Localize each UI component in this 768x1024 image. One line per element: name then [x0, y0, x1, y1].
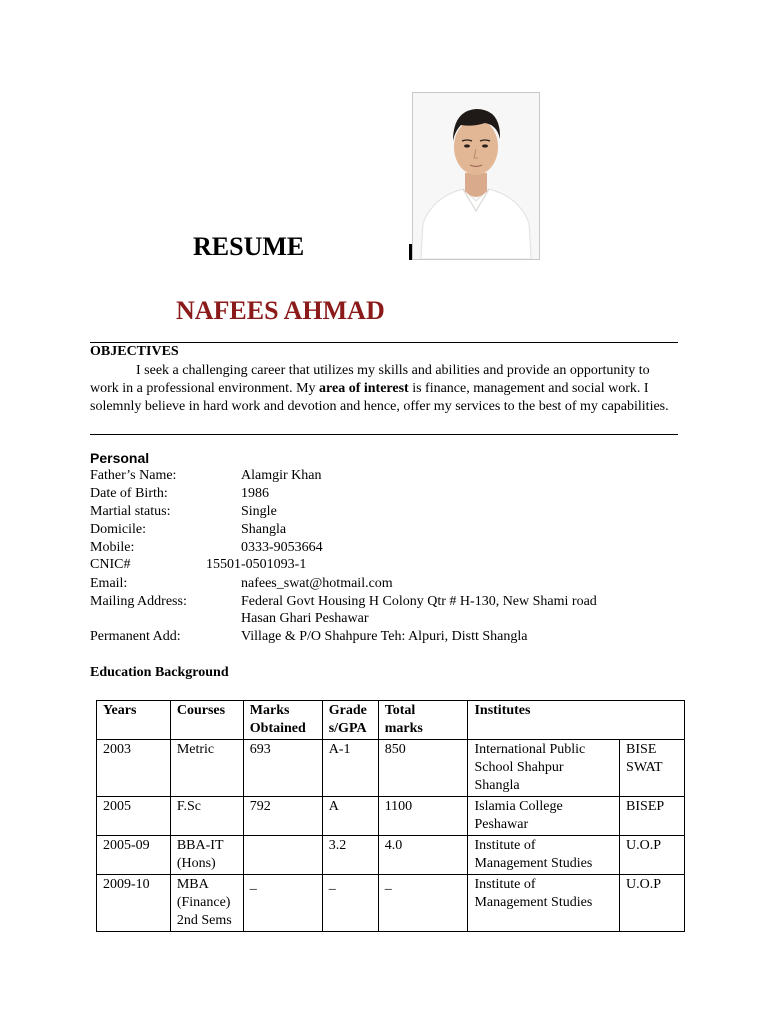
- cell-year-text: 2005-09: [103, 838, 150, 853]
- cell-institute: [468, 875, 620, 932]
- col-grade: [322, 701, 378, 740]
- col-grade-line1: Grade: [328, 703, 367, 718]
- objectives-text-bold: area of interest: [319, 381, 409, 396]
- cell-marks-text: 792: [249, 799, 271, 814]
- cell-grade-text: A: [328, 799, 339, 814]
- cell-grade: [322, 797, 378, 836]
- cell-marks: [243, 875, 322, 932]
- divider-top: [90, 342, 678, 343]
- cell-board-text: SWAT: [626, 760, 663, 775]
- text-cursor-mark: [409, 244, 412, 260]
- cell-total: [378, 797, 468, 836]
- cell-year: [97, 836, 171, 875]
- cell-year: [97, 740, 171, 797]
- cell-institute-text: Peshawar: [474, 817, 529, 832]
- col-courses: Courses: [170, 701, 243, 740]
- objectives-heading: OBJECTIVES: [90, 344, 179, 359]
- cell-marks-text: 693: [249, 742, 271, 757]
- cell-course-text: (Hons): [176, 856, 216, 871]
- cell-institute-text: Management Studies: [474, 856, 593, 871]
- col-institutes: Institutes: [468, 701, 685, 740]
- cell-marks-text: _: [249, 877, 257, 892]
- mailing-address-label: Mailing Address:: [90, 594, 187, 609]
- cell-board: [620, 836, 685, 875]
- col-years: Years: [97, 701, 171, 740]
- cell-course-text: MBA: [176, 877, 209, 892]
- cell-board-text: BISE: [626, 742, 657, 757]
- dob-label: Date of Birth:: [90, 486, 168, 501]
- cell-course-text: F.Sc: [176, 799, 201, 814]
- cell-grade-text: 3.2: [328, 838, 347, 853]
- cnic-label: CNIC#: [90, 557, 131, 572]
- marital-status-label: Martial status:: [90, 504, 171, 519]
- education-heading: Education Background: [90, 665, 229, 680]
- domicile-label: Domicile:: [90, 522, 146, 537]
- education-table-body: [97, 740, 685, 932]
- cell-total-text: 1100: [384, 799, 413, 814]
- cell-board-text: U.O.P: [626, 838, 662, 853]
- cell-year-text: 2003: [103, 742, 131, 757]
- cell-course-text: Metric: [176, 742, 215, 757]
- permanent-address-value: Village & P/O Shahpure Teh: Alpuri, Distt Shangla: [241, 629, 528, 644]
- dob-value: 1986: [241, 486, 269, 501]
- cnic-value: 15501-0501093-1: [206, 557, 307, 572]
- table-row: [97, 740, 685, 797]
- email-label: Email:: [90, 576, 128, 591]
- candidate-name: NAFEES AHMAD: [176, 296, 385, 325]
- cell-board: [620, 740, 685, 797]
- cell-institute: [468, 797, 620, 836]
- cell-grade-text: _: [328, 877, 336, 892]
- col-grade-line2: s/GPA: [328, 721, 367, 736]
- cell-course-text: 2nd Sems: [176, 913, 232, 928]
- objectives-text-before: I seek a challenging career that utilizes my skills and abilities and provide an opportunity to work in a professional environment. My: [90, 363, 650, 396]
- cell-course: [170, 797, 243, 836]
- cell-marks: [243, 797, 322, 836]
- col-marks-line1: Marks: [249, 703, 290, 718]
- col-marks: [243, 701, 322, 740]
- cell-year: [97, 875, 171, 932]
- personal-heading: Personal: [90, 450, 150, 466]
- person-portrait-icon: [413, 93, 539, 259]
- cell-course-text: (Finance): [176, 895, 231, 910]
- divider-bottom: [90, 434, 678, 435]
- email-value: nafees_swat@hotmail.com: [241, 576, 393, 591]
- cell-institute-text: School Shahpur: [474, 760, 564, 775]
- cell-total-text: 850: [384, 742, 406, 757]
- cell-institute-text: Shangla: [474, 778, 520, 793]
- table-row: [97, 875, 685, 932]
- cell-course-text: BBA-IT: [176, 838, 224, 853]
- cell-institute-text: Management Studies: [474, 895, 593, 910]
- cell-year-text: 2005: [103, 799, 131, 814]
- cell-institute-text: International Public: [474, 742, 586, 757]
- table-row: [97, 797, 685, 836]
- mobile-value: 0333-9053664: [241, 540, 323, 555]
- cell-grade: [322, 836, 378, 875]
- mobile-label: Mobile:: [90, 540, 135, 555]
- cell-grade: [322, 740, 378, 797]
- objectives-text-after: is finance, management and social work. I solemnly believe in hard work and devotion and hence, offer my services to the best of my capabilities.: [90, 381, 669, 414]
- cell-board-text: BISEP: [626, 799, 665, 814]
- mailing-address-line1: Federal Govt Housing H Colony Qtr # H-130, New Shami road: [241, 594, 597, 609]
- cell-institute: [468, 740, 620, 797]
- cell-total: [378, 740, 468, 797]
- cell-year-text: 2009-10: [103, 877, 150, 892]
- cell-year: [97, 797, 171, 836]
- marital-status-value: Single: [241, 504, 277, 519]
- cell-course: [170, 875, 243, 932]
- col-total-line2: marks: [384, 721, 423, 736]
- cell-marks: [243, 740, 322, 797]
- mailing-address-line2: Hasan Ghari Peshawar: [241, 611, 369, 626]
- cell-board: [620, 875, 685, 932]
- cell-institute: [468, 836, 620, 875]
- profile-photo: [412, 92, 540, 260]
- cell-total-text: _: [384, 877, 392, 892]
- objectives-text: [90, 362, 680, 416]
- cell-total: [378, 875, 468, 932]
- cell-grade-text: A-1: [328, 742, 351, 757]
- education-table-header: [97, 701, 685, 740]
- cell-institute-text: Institute of: [474, 838, 536, 853]
- fathers-name-value: Alamgir Khan: [241, 468, 322, 483]
- resume-title: RESUME: [193, 232, 305, 261]
- cell-marks: [243, 836, 322, 875]
- cell-total-text: 4.0: [384, 838, 403, 853]
- cell-board-text: U.O.P: [626, 877, 662, 892]
- cell-course: [170, 740, 243, 797]
- domicile-value: Shangla: [241, 522, 287, 537]
- cell-institute-text: Institute of: [474, 877, 536, 892]
- cell-course: [170, 836, 243, 875]
- cell-grade: [322, 875, 378, 932]
- table-row: [97, 836, 685, 875]
- fathers-name-label: Father’s Name:: [90, 468, 177, 483]
- cell-board: [620, 797, 685, 836]
- col-total: [378, 701, 468, 740]
- col-total-line1: Total: [384, 703, 416, 718]
- permanent-address-label: Permanent Add:: [90, 629, 181, 644]
- cell-total: [378, 836, 468, 875]
- col-marks-line2: Obtained: [249, 721, 306, 736]
- education-table: [96, 700, 685, 932]
- cell-institute-text: Islamia College: [474, 799, 563, 814]
